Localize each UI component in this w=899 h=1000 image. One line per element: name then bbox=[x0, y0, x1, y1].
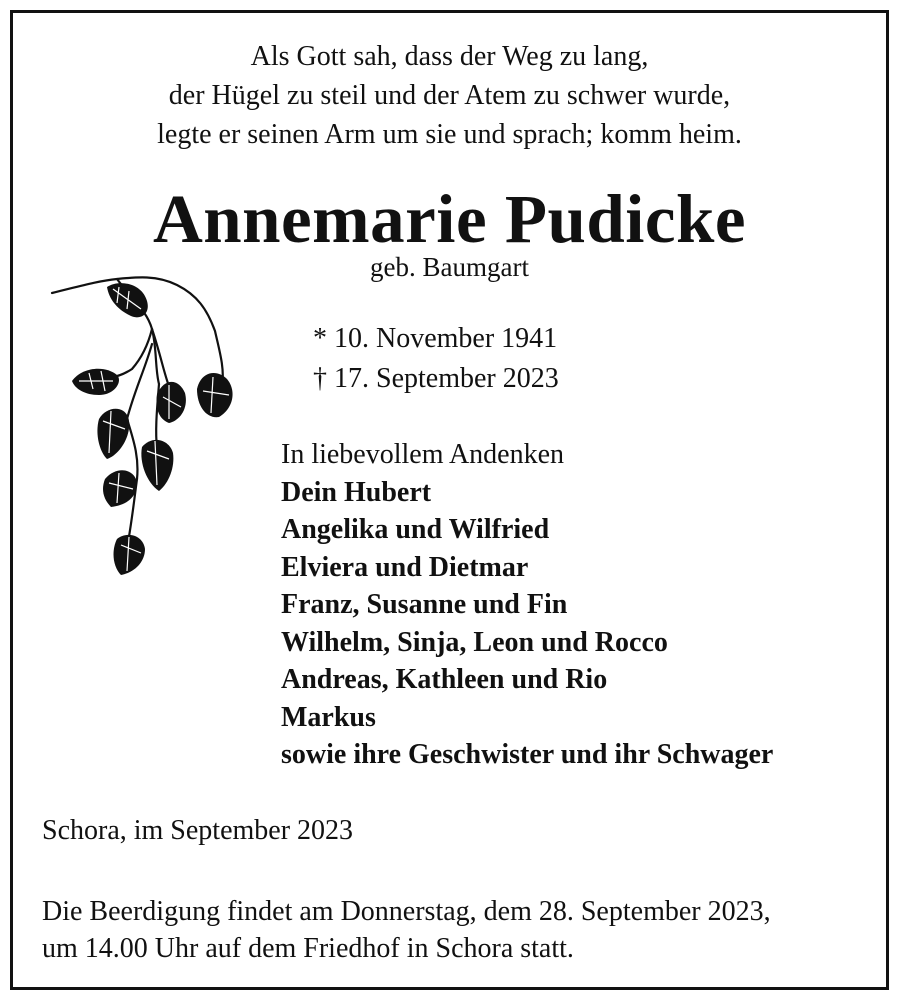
mourner-name: Franz, Susanne und Fin bbox=[281, 589, 568, 620]
verse-line: Als Gott sah, dass der Weg zu lang, bbox=[250, 41, 649, 72]
mourner-name: Elviera und Dietmar bbox=[281, 551, 529, 583]
memorial-verse bbox=[13, 37, 886, 154]
mourner-name: sowie ihre Geschwister und ihr Schwager bbox=[281, 739, 774, 770]
mourners-intro: In liebevollem Andenken bbox=[281, 439, 565, 470]
life-dates bbox=[313, 319, 559, 399]
birch-branch-icon bbox=[47, 269, 247, 589]
maiden-name: geb. Baumgart bbox=[370, 252, 529, 282]
obituary-notice bbox=[10, 10, 889, 990]
mourner-name: Markus bbox=[281, 701, 376, 733]
mourner-name: Wilhelm, Sinja, Leon und Rocco bbox=[281, 626, 668, 658]
mourners-list bbox=[281, 436, 773, 774]
birth-date: * 10. November 1941 bbox=[313, 323, 558, 354]
funeral-details bbox=[42, 893, 771, 967]
verse-line: legte er seinen Arm um sie und sprach; komm heim. bbox=[157, 119, 742, 150]
mourner-name: Andreas, Kathleen und Rio bbox=[281, 664, 608, 695]
place-and-date: Schora, im September 2023 bbox=[42, 815, 354, 846]
deceased-name: Annemarie Pudicke bbox=[152, 181, 747, 257]
funeral-line: Die Beerdigung findet am Donnerstag, dem 28. September 2023, bbox=[42, 896, 771, 927]
mourner-name: Angelika und Wilfried bbox=[281, 514, 550, 545]
death-date: † 17. September 2023 bbox=[313, 363, 559, 394]
funeral-line: um 14.00 Uhr auf dem Friedhof in Schora statt. bbox=[42, 933, 574, 964]
mourner-name: Dein Hubert bbox=[281, 476, 432, 508]
verse-line: der Hügel zu steil und der Atem zu schwer wurde, bbox=[168, 80, 731, 111]
